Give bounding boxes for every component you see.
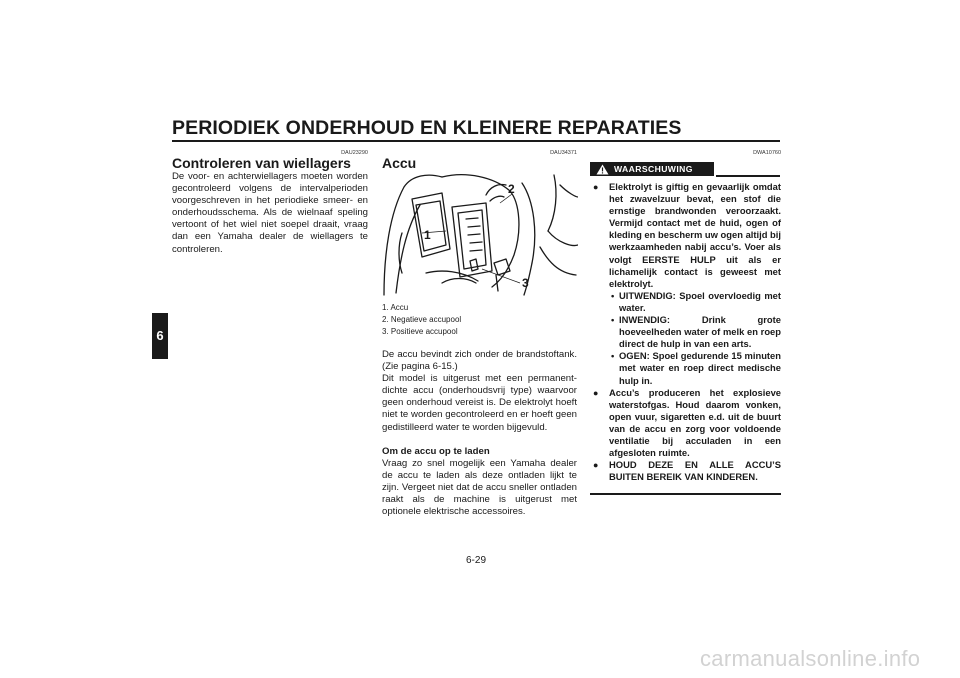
bullet-icon: •: [611, 289, 615, 301]
battery-location-text: De accu bevindt zich onder de brandstoftank. (Zie pagina 6-15.): [382, 349, 577, 373]
bullet-icon: •: [611, 350, 615, 362]
page-number: 6-29: [466, 555, 487, 566]
warning-text: [590, 181, 781, 483]
heading-battery: Accu: [382, 155, 417, 171]
section-code-warning: DWA10760: [753, 150, 781, 156]
warning-header-rule: [716, 175, 780, 177]
warning-label: WAARSCHUWING: [614, 164, 693, 174]
battery-illustration: [382, 173, 578, 297]
warning-subitem: • UITWENDIG: Spoel overvloedig met water.: [611, 289, 781, 313]
warning-bottom-rule: [590, 493, 781, 495]
figure-callout-2: 2: [508, 182, 515, 196]
watermark: carmanualsonline.info: [700, 646, 921, 671]
bullet-icon: ●: [593, 387, 599, 398]
warning-subitem: • INWENDIG: Drink grote hoeveelheden water of melk en roep direct de hulp in van een arts.: [611, 314, 781, 350]
warning-item: ● Accu’s produceren het explosieve waterstofgas. Houd daarom vonken, open vuur, sigaretten e.d. uit de buurt van de accu en zorg voor voldoende ventilatie bij acculaden in een afgesloten ruimte.: [593, 386, 781, 459]
charge-text: Vraag zo snel mogelijk een Yamaha dealer de accu te laden als deze ontladen lijkt te zijn. Vergeet niet dat de accu sneller ontladen raakt als de machine is uitgerust met optionele elektrische accessoires.: [382, 457, 577, 518]
caption-2: 2. Negatieve accupool: [382, 315, 462, 324]
figure-callout-3: 3: [522, 276, 529, 290]
charge-subheading: Om de accu op te laden: [382, 445, 490, 457]
section-code-battery: DAU34371: [550, 150, 577, 156]
chapter-tab: 6: [152, 313, 168, 359]
heading-wheel-bearings: Controleren van wiellagers: [172, 155, 351, 171]
caption-1: 1. Accu: [382, 303, 409, 312]
header-rule: [172, 140, 780, 142]
figure-callout-1: 1: [424, 228, 431, 242]
warning-item: ● Elektrolyt is giftig en gevaarlijk omdat het zwavelzuur bevat, een stof die ernstige brandwonden veroorzaakt. Vermijd contact met de huid, ogen of kleding en bescherm uw ogen altijd bij werkzaamheden nabij accu’s. Voer als volgt EERSTE HULP uit als er lichamelijk contact is geweest met elektrolyt.: [593, 181, 781, 289]
warning-triangle-icon: [596, 164, 609, 175]
page-header-title: PERIODIEK ONDERHOUD EN KLEINERE REPARATIES: [172, 117, 682, 139]
caption-3: 3. Positieve accupool: [382, 327, 458, 336]
bullet-icon: ●: [593, 460, 599, 471]
section-code-wheel-bearings: DAU23290: [341, 150, 368, 156]
battery-text: [382, 349, 577, 518]
bullet-icon: •: [611, 314, 615, 326]
battery-maintenance-text: Dit model is uitgerust met een permanent-dichte accu (onderhoudsvrij type) waarvoor geen onderhoud vereist is. De elektrolyt hoeft niet te worden gecontroleerd en er hoeft geen gedistilleerd water te worden bijgevuld.: [382, 373, 577, 433]
warning-item: ● HOUD DEZE EN ALLE ACCU’S BUITEN BEREIK VAN KINDEREN.: [593, 459, 781, 483]
figure-captions: [382, 302, 577, 338]
wheel-bearings-text: De voor- en achterwiellagers moeten worden gecontroleerd volgens de intervalperioden voorgeschreven in het periodieke smeer- en onderhoudsschema. Als de wielnaaf speling vertoont of het wiel niet soepel draait, vraag dan een Yamaha dealer de wiellagers te controleren.: [172, 171, 368, 255]
warning-header: [590, 162, 780, 176]
bullet-icon: ●: [593, 182, 599, 192]
warning-subitem: • OGEN: Spoel gedurende 15 minuten met water en roep direct medische hulp in.: [611, 350, 781, 386]
warning-badge: [590, 162, 714, 176]
